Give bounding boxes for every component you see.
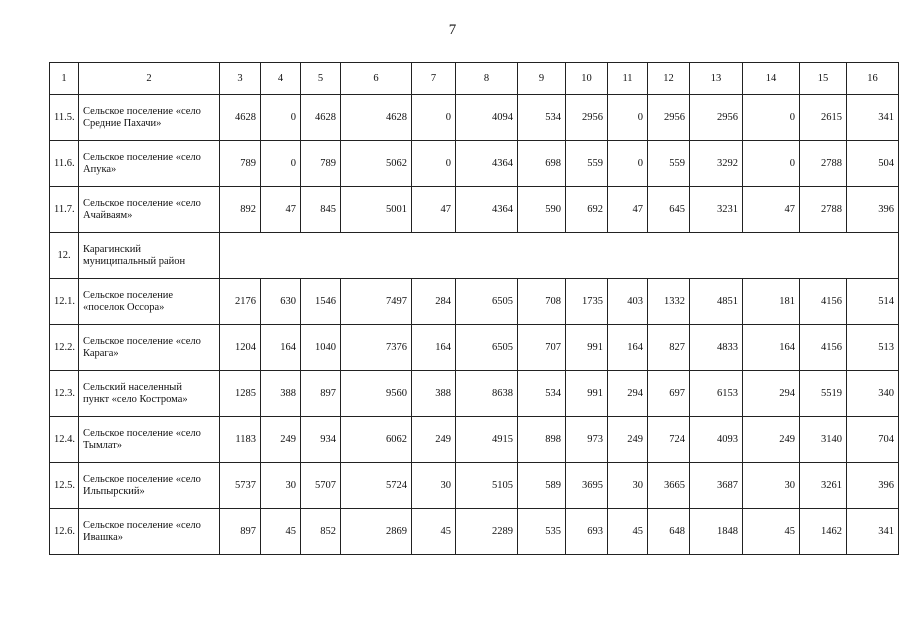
table-cell: 45 (608, 509, 648, 555)
table-row (50, 325, 899, 371)
table-row (50, 233, 899, 279)
table-cell: 1332 (648, 279, 690, 325)
table-cell: 164 (412, 325, 456, 371)
data-table (49, 62, 899, 555)
row-name: Сельский населенный пункт «село Кострома» (79, 371, 220, 417)
table-cell: 341 (847, 95, 899, 141)
table-cell: 30 (608, 463, 648, 509)
table-cell: 4628 (220, 95, 261, 141)
table-cell: 284 (412, 279, 456, 325)
row-name: Сельское поселение «поселок Оссора» (79, 279, 220, 325)
table-cell: 559 (648, 141, 690, 187)
table-cell: 1848 (690, 509, 743, 555)
table-cell: 164 (743, 325, 800, 371)
row-index: 12.6. (50, 509, 79, 555)
table-cell: 973 (566, 417, 608, 463)
table-cell: 4628 (341, 95, 412, 141)
table-cell: 5724 (341, 463, 412, 509)
table-cell: 1462 (800, 509, 847, 555)
table-cell: 2176 (220, 279, 261, 325)
table-cell: 249 (608, 417, 648, 463)
table-cell: 852 (301, 509, 341, 555)
row-index: 11.5. (50, 95, 79, 141)
table-cell: 164 (261, 325, 301, 371)
table-cell: 4156 (800, 325, 847, 371)
table-cell: 724 (648, 417, 690, 463)
table-cell: 4364 (456, 187, 518, 233)
table-cell: 47 (743, 187, 800, 233)
table-cell: 47 (608, 187, 648, 233)
table-cell: 3695 (566, 463, 608, 509)
row-name: Сельское поселение «село Средние Пахачи» (79, 95, 220, 141)
row-name: Сельское поселение «село Тымлат» (79, 417, 220, 463)
table-cell: 693 (566, 509, 608, 555)
table-cell: 249 (412, 417, 456, 463)
table-cell: 5519 (800, 371, 847, 417)
table-cell: 7376 (341, 325, 412, 371)
table-row (50, 95, 899, 141)
table-cell: 294 (608, 371, 648, 417)
table-cell: 4915 (456, 417, 518, 463)
table-cell: 396 (847, 187, 899, 233)
table-cell: 388 (261, 371, 301, 417)
table-cell: 589 (518, 463, 566, 509)
table-cell: 4094 (456, 95, 518, 141)
table-cell: 3261 (800, 463, 847, 509)
table-cell: 1735 (566, 279, 608, 325)
row-index: 12. (50, 233, 79, 279)
table-cell: 4093 (690, 417, 743, 463)
column-header: 10 (566, 63, 608, 95)
table-cell: 2788 (800, 141, 847, 187)
table-cell: 708 (518, 279, 566, 325)
table-cell: 648 (648, 509, 690, 555)
table-cell: 388 (412, 371, 456, 417)
table-cell: 3231 (690, 187, 743, 233)
table-cell: 341 (847, 509, 899, 555)
table-cell: 534 (518, 371, 566, 417)
table-cell: 45 (743, 509, 800, 555)
table-cell: 7497 (341, 279, 412, 325)
table-cell: 991 (566, 325, 608, 371)
table-cell: 249 (743, 417, 800, 463)
table-row (50, 279, 899, 325)
table-cell: 4156 (800, 279, 847, 325)
table-cell: 1040 (301, 325, 341, 371)
table-cell: 534 (518, 95, 566, 141)
row-name: Сельское поселение «село Ачайваям» (79, 187, 220, 233)
table-cell: 692 (566, 187, 608, 233)
row-index: 12.4. (50, 417, 79, 463)
table-cell: 897 (220, 509, 261, 555)
table-cell: 30 (412, 463, 456, 509)
table-cell: 3140 (800, 417, 847, 463)
table-cell: 5707 (301, 463, 341, 509)
table-cell: 898 (518, 417, 566, 463)
row-index: 11.6. (50, 141, 79, 187)
table-cell: 294 (743, 371, 800, 417)
table-cell: 645 (648, 187, 690, 233)
table-cell: 3665 (648, 463, 690, 509)
row-index: 11.7. (50, 187, 79, 233)
table-cell: 2289 (456, 509, 518, 555)
table-cell: 396 (847, 463, 899, 509)
column-header: 1 (50, 63, 79, 95)
row-name: Сельское поселение «село Апука» (79, 141, 220, 187)
column-header: 13 (690, 63, 743, 95)
table-cell: 535 (518, 509, 566, 555)
column-header: 3 (220, 63, 261, 95)
column-header: 7 (412, 63, 456, 95)
table-cell: 513 (847, 325, 899, 371)
column-header: 8 (456, 63, 518, 95)
table-row (50, 509, 899, 555)
table-cell: 0 (261, 141, 301, 187)
table-cell: 827 (648, 325, 690, 371)
table-cell: 47 (261, 187, 301, 233)
table-cell: 704 (847, 417, 899, 463)
table-cell: 5062 (341, 141, 412, 187)
table-cell: 1183 (220, 417, 261, 463)
table-cell: 1285 (220, 371, 261, 417)
table-cell: 181 (743, 279, 800, 325)
table-cell: 6062 (341, 417, 412, 463)
table-cell: 9560 (341, 371, 412, 417)
table-cell: 707 (518, 325, 566, 371)
table-cell: 559 (566, 141, 608, 187)
table-cell: 0 (261, 95, 301, 141)
table-cell: 3687 (690, 463, 743, 509)
column-header: 14 (743, 63, 800, 95)
column-header: 12 (648, 63, 690, 95)
table-cell: 4364 (456, 141, 518, 187)
table-cell: 934 (301, 417, 341, 463)
table-cell: 6505 (456, 325, 518, 371)
table-cell: 789 (220, 141, 261, 187)
row-name: Карагинский муниципальный район (79, 233, 220, 279)
column-header: 4 (261, 63, 301, 95)
table-cell: 1204 (220, 325, 261, 371)
row-index: 12.2. (50, 325, 79, 371)
table-cell: 45 (261, 509, 301, 555)
page-number: 7 (448, 22, 457, 38)
column-header: 6 (341, 63, 412, 95)
table-cell: 0 (608, 141, 648, 187)
table-cell: 47 (412, 187, 456, 233)
table-row (50, 141, 899, 187)
table-cell: 0 (743, 95, 800, 141)
table-cell: 0 (743, 141, 800, 187)
table-cell: 4851 (690, 279, 743, 325)
table-cell: 340 (847, 371, 899, 417)
table-cell: 5105 (456, 463, 518, 509)
table-row (50, 371, 899, 417)
table-cell: 0 (412, 95, 456, 141)
row-name: Сельское поселение «село Карага» (79, 325, 220, 371)
row-name: Сельское поселение «село Ивашка» (79, 509, 220, 555)
table-cell: 4628 (301, 95, 341, 141)
table-cell: 164 (608, 325, 648, 371)
table-cell: 698 (518, 141, 566, 187)
table-cell: 845 (301, 187, 341, 233)
table-row (50, 463, 899, 509)
table-cell: 2956 (690, 95, 743, 141)
column-header: 15 (800, 63, 847, 95)
column-header: 16 (847, 63, 899, 95)
table-cell: 5737 (220, 463, 261, 509)
column-header: 5 (301, 63, 341, 95)
row-index: 12.1. (50, 279, 79, 325)
column-header: 2 (79, 63, 220, 95)
table-cell: 5001 (341, 187, 412, 233)
table-cell: 30 (261, 463, 301, 509)
row-index: 12.5. (50, 463, 79, 509)
row-name: Сельское поселение «село Ильпырский» (79, 463, 220, 509)
table-cell: 6153 (690, 371, 743, 417)
empty-cell (220, 233, 899, 279)
row-index: 12.3. (50, 371, 79, 417)
table-cell: 6505 (456, 279, 518, 325)
table-cell: 45 (412, 509, 456, 555)
table-header-row (50, 63, 899, 95)
table-cell: 630 (261, 279, 301, 325)
table-cell: 0 (412, 141, 456, 187)
table-cell: 590 (518, 187, 566, 233)
table-cell: 514 (847, 279, 899, 325)
column-header: 9 (518, 63, 566, 95)
table-cell: 2788 (800, 187, 847, 233)
table-row (50, 417, 899, 463)
table-cell: 3292 (690, 141, 743, 187)
table-cell: 2869 (341, 509, 412, 555)
table-cell: 2956 (566, 95, 608, 141)
table-row (50, 187, 899, 233)
table-cell: 4833 (690, 325, 743, 371)
table-cell: 30 (743, 463, 800, 509)
table-cell: 892 (220, 187, 261, 233)
table-cell: 0 (608, 95, 648, 141)
table-cell: 1546 (301, 279, 341, 325)
table-cell: 2956 (648, 95, 690, 141)
table-cell: 504 (847, 141, 899, 187)
column-header: 11 (608, 63, 648, 95)
table-cell: 8638 (456, 371, 518, 417)
table-cell: 697 (648, 371, 690, 417)
table-cell: 897 (301, 371, 341, 417)
table-cell: 403 (608, 279, 648, 325)
table-cell: 789 (301, 141, 341, 187)
table-cell: 249 (261, 417, 301, 463)
table-cell: 991 (566, 371, 608, 417)
table-cell: 2615 (800, 95, 847, 141)
